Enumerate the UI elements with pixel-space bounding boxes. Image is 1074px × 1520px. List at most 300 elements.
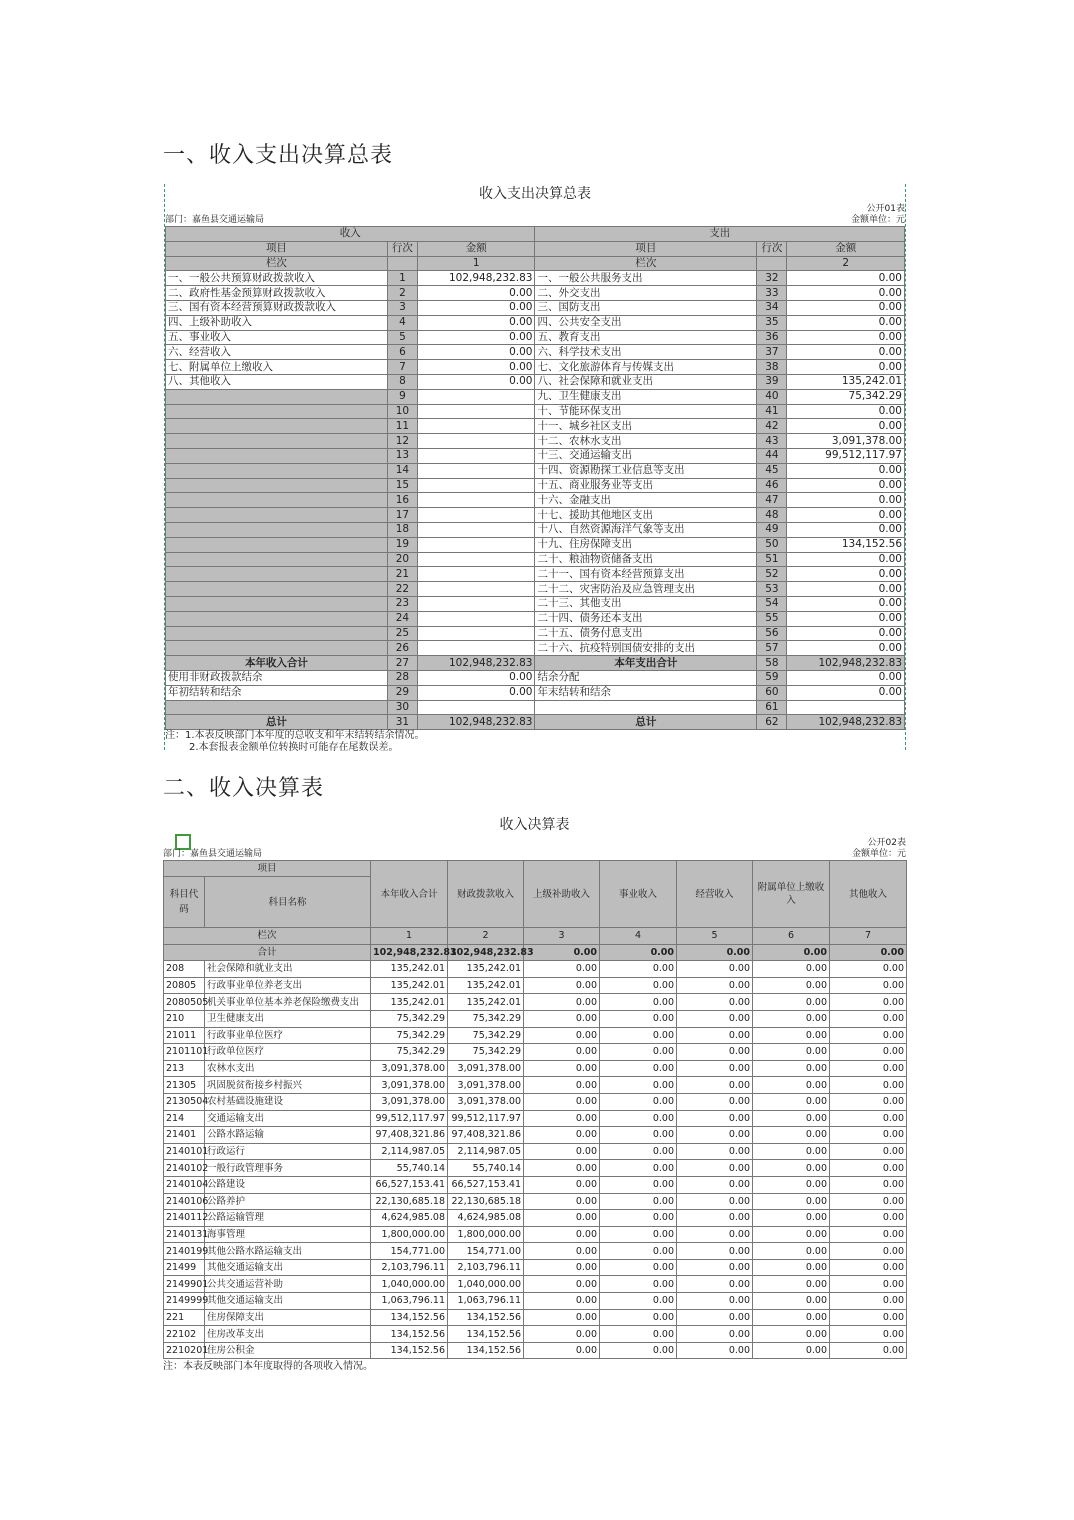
income-value: 75,342.29 xyxy=(371,1010,448,1027)
section2-heading: 二、收入决算表 xyxy=(163,776,325,801)
subject-name: 公路运输管理 xyxy=(205,1210,371,1227)
income-value: 154,771.00 xyxy=(371,1243,448,1260)
income-value: 0.00 xyxy=(524,1127,600,1144)
income-value: 0.00 xyxy=(830,977,907,994)
income-value: 0.00 xyxy=(524,1210,600,1227)
income-value: 135,242.01 xyxy=(448,977,524,994)
expense-row-no: 35 xyxy=(757,315,787,330)
income-value: 0.00 xyxy=(830,1044,907,1061)
subject-code: 208 xyxy=(164,961,205,978)
subject-name: 其他交通运输支出 xyxy=(205,1293,371,1310)
income-value: 0.00 xyxy=(753,1342,830,1359)
income-row xyxy=(164,1093,907,1110)
expense-amount: 0.00 xyxy=(787,271,905,286)
income-item: 八、其他收入 xyxy=(166,374,388,389)
income-value: 0.00 xyxy=(524,1259,600,1276)
expense-amount: 0.00 xyxy=(787,419,905,434)
income-item xyxy=(166,434,388,449)
col-row-header: 行次 xyxy=(757,241,787,256)
income-value: 0.00 xyxy=(677,1342,753,1359)
income-value: 135,242.01 xyxy=(448,961,524,978)
expense-row-no: 44 xyxy=(757,448,787,463)
subject-name: 行政事业单位养老支出 xyxy=(205,977,371,994)
income-item xyxy=(166,463,388,478)
income-value: 0.00 xyxy=(677,1193,753,1210)
expense-amount: 102,948,232.83 xyxy=(787,715,905,730)
summary-code: 公开01表 xyxy=(866,204,905,214)
subject-name: 农村基础设施建设 xyxy=(205,1093,371,1110)
total-value: 102,948,232.83 xyxy=(448,944,524,961)
lanci-6: 6 xyxy=(753,928,830,945)
income-item: 二、政府性基金预算财政拨款收入 xyxy=(166,286,388,301)
summary-row xyxy=(166,330,905,345)
income-value: 135,242.01 xyxy=(371,994,448,1011)
expense-amount: 102,948,232.83 xyxy=(787,656,905,671)
expense-amount: 0.00 xyxy=(787,286,905,301)
total-value: 0.00 xyxy=(830,944,907,961)
subject-code: 2140199 xyxy=(164,1243,205,1260)
income-value: 0.00 xyxy=(524,1276,600,1293)
income-value: 0.00 xyxy=(524,1342,600,1359)
income-value: 0.00 xyxy=(677,1127,753,1144)
income-value: 0.00 xyxy=(753,1110,830,1127)
summary-row xyxy=(166,493,905,508)
income-value: 55,740.14 xyxy=(371,1160,448,1177)
col-amount-header: 金额 xyxy=(787,241,905,256)
expense-item: 二十六、抗疫特别国债安排的支出 xyxy=(535,641,757,656)
subject-code: 2140101 xyxy=(164,1143,205,1160)
income-value: 0.00 xyxy=(753,1077,830,1094)
subject-code: 2080505 xyxy=(164,994,205,1011)
expense-row-no: 41 xyxy=(757,404,787,419)
summary-row xyxy=(166,389,905,404)
income-value: 0.00 xyxy=(830,1326,907,1343)
income-sheet xyxy=(163,814,906,1373)
summary-meta xyxy=(165,215,905,226)
subject-code: 21401 xyxy=(164,1127,205,1144)
income-value: 66,527,153.41 xyxy=(448,1176,524,1193)
income-code: 公开02表 xyxy=(867,838,906,848)
income-value: 0.00 xyxy=(600,1210,677,1227)
expense-row-no: 53 xyxy=(757,582,787,597)
income-amount xyxy=(417,700,534,715)
income-value: 0.00 xyxy=(753,1309,830,1326)
subject-code: 2210201 xyxy=(164,1342,205,1359)
expense-item: 二、外交支出 xyxy=(535,286,757,301)
total-value: 102,948,232.83 xyxy=(371,944,448,961)
income-row xyxy=(164,1143,907,1160)
income-row-no: 30 xyxy=(387,700,417,715)
summary-row xyxy=(166,685,905,700)
expense-amount: 135,242.01 xyxy=(787,374,905,389)
expense-amount: 0.00 xyxy=(787,522,905,537)
income-value: 0.00 xyxy=(677,1160,753,1177)
income-value: 4,624,985.08 xyxy=(371,1210,448,1227)
income-value: 0.00 xyxy=(830,1293,907,1310)
income-row-no: 26 xyxy=(387,641,417,656)
income-value: 0.00 xyxy=(524,961,600,978)
income-value: 0.00 xyxy=(677,994,753,1011)
summary-title: 收入支出决算总表 xyxy=(479,186,591,202)
income-value: 0.00 xyxy=(600,1077,677,1094)
summary-row xyxy=(166,374,905,389)
expense-item: 十三、交通运输支出 xyxy=(535,448,757,463)
summary-row xyxy=(166,448,905,463)
income-value: 2,103,796.11 xyxy=(371,1259,448,1276)
income-amount: 0.00 xyxy=(417,345,534,360)
income-row-no: 19 xyxy=(387,537,417,552)
income-row-no: 17 xyxy=(387,508,417,523)
income-value: 0.00 xyxy=(600,1127,677,1144)
expense-amount: 0.00 xyxy=(787,315,905,330)
total-value: 0.00 xyxy=(753,944,830,961)
income-item: 本年收入合计 xyxy=(166,656,388,671)
income-value: 0.00 xyxy=(753,1243,830,1260)
income-value: 4,624,985.08 xyxy=(448,1210,524,1227)
income-value: 0.00 xyxy=(677,961,753,978)
income-item xyxy=(166,641,388,656)
income-value: 0.00 xyxy=(600,1044,677,1061)
subject-name: 一般行政管理事务 xyxy=(205,1160,371,1177)
income-row-no: 27 xyxy=(387,656,417,671)
expense-row-no: 57 xyxy=(757,641,787,656)
summary-row xyxy=(166,700,905,715)
expense-item: 十、节能环保支出 xyxy=(535,404,757,419)
summary-row xyxy=(166,345,905,360)
income-amount xyxy=(417,419,534,434)
income-value: 0.00 xyxy=(753,977,830,994)
expense-row-no: 50 xyxy=(757,537,787,552)
income-item: 三、国有资本经营预算财政拨款收入 xyxy=(166,300,388,315)
income-value: 0.00 xyxy=(753,1027,830,1044)
expense-item: 七、文化旅游体育与传媒支出 xyxy=(535,360,757,375)
expense-row-no: 46 xyxy=(757,478,787,493)
expense-item: 十八、自然资源海洋气象等支出 xyxy=(535,522,757,537)
lanci-7: 7 xyxy=(830,928,907,945)
subject-name: 住房保障支出 xyxy=(205,1309,371,1326)
income-value: 0.00 xyxy=(830,1110,907,1127)
income-item: 六、经营收入 xyxy=(166,345,388,360)
income-value: 0.00 xyxy=(830,1143,907,1160)
income-value: 0.00 xyxy=(524,1027,600,1044)
income-row-no: 21 xyxy=(387,567,417,582)
summary-row xyxy=(166,522,905,537)
income-value: 0.00 xyxy=(753,1176,830,1193)
income-amount xyxy=(417,463,534,478)
income-value: 0.00 xyxy=(600,1259,677,1276)
income-value: 0.00 xyxy=(600,1342,677,1359)
expense-item: 一、一般公共服务支出 xyxy=(535,271,757,286)
subject-name: 农林水支出 xyxy=(205,1060,371,1077)
income-value: 3,091,378.00 xyxy=(448,1077,524,1094)
income-row xyxy=(164,1276,907,1293)
income-amount xyxy=(417,582,534,597)
income-row-no: 23 xyxy=(387,596,417,611)
income-value: 0.00 xyxy=(830,994,907,1011)
expense-item: 十六、金融支出 xyxy=(535,493,757,508)
income-amount xyxy=(417,493,534,508)
subject-name: 住房改革支出 xyxy=(205,1326,371,1343)
income-value: 0.00 xyxy=(524,1110,600,1127)
subject-name: 公共交通运营补助 xyxy=(205,1276,371,1293)
income-item: 使用非财政拨款结余 xyxy=(166,670,388,685)
summary-row xyxy=(166,537,905,552)
income-value: 0.00 xyxy=(677,1143,753,1160)
subject-name: 住房公积金 xyxy=(205,1342,371,1359)
income-value: 0.00 xyxy=(677,1276,753,1293)
col-header-2: 财政拨款收入 xyxy=(448,861,524,928)
col-item-header: 项目 xyxy=(535,241,757,256)
income-value: 134,152.56 xyxy=(371,1342,448,1359)
expense-row-no: 51 xyxy=(757,552,787,567)
expense-item: 本年支出合计 xyxy=(535,656,757,671)
expense-row-no: 32 xyxy=(757,271,787,286)
income-amount xyxy=(417,611,534,626)
income-value: 0.00 xyxy=(830,1160,907,1177)
col-row-header: 行次 xyxy=(387,241,417,256)
income-row-no: 14 xyxy=(387,463,417,478)
lanci-label: 栏次 xyxy=(166,256,388,271)
income-value: 99,512,117.97 xyxy=(371,1110,448,1127)
expense-row-no: 36 xyxy=(757,330,787,345)
income-item xyxy=(166,493,388,508)
income-amount xyxy=(417,641,534,656)
income-row xyxy=(164,1210,907,1227)
income-row-no: 28 xyxy=(387,670,417,685)
income-row-no: 6 xyxy=(387,345,417,360)
subject-code: 21011 xyxy=(164,1027,205,1044)
income-row-no: 24 xyxy=(387,611,417,626)
income-value: 0.00 xyxy=(830,1309,907,1326)
income-row xyxy=(164,1309,907,1326)
income-row xyxy=(164,1342,907,1359)
income-value: 0.00 xyxy=(830,1010,907,1027)
expense-row-no: 37 xyxy=(757,345,787,360)
income-row xyxy=(164,977,907,994)
expense-amount: 3,091,378.00 xyxy=(787,434,905,449)
income-row xyxy=(164,1259,907,1276)
income-amount: 0.00 xyxy=(417,330,534,345)
income-value: 0.00 xyxy=(677,1210,753,1227)
income-item xyxy=(166,700,388,715)
expense-amount: 0.00 xyxy=(787,404,905,419)
summary-row xyxy=(166,286,905,301)
income-value: 134,152.56 xyxy=(448,1309,524,1326)
income-value: 0.00 xyxy=(677,1093,753,1110)
income-value: 0.00 xyxy=(524,1243,600,1260)
summary-row xyxy=(166,300,905,315)
income-value: 0.00 xyxy=(753,994,830,1011)
income-row-no: 3 xyxy=(387,300,417,315)
subject-name: 其他公路水路运输支出 xyxy=(205,1243,371,1260)
income-value: 0.00 xyxy=(830,1093,907,1110)
income-row-no: 4 xyxy=(387,315,417,330)
income-row xyxy=(164,994,907,1011)
expense-amount: 0.00 xyxy=(787,345,905,360)
income-value: 0.00 xyxy=(830,1276,907,1293)
income-value: 55,740.14 xyxy=(448,1160,524,1177)
summary-row xyxy=(166,478,905,493)
subject-name: 行政事业单位医疗 xyxy=(205,1027,371,1044)
income-value: 1,800,000.00 xyxy=(448,1226,524,1243)
income-value: 0.00 xyxy=(600,1010,677,1027)
expense-row-no: 54 xyxy=(757,596,787,611)
subject-code: 2149901 xyxy=(164,1276,205,1293)
summary-note-2: 2.本套报表金额单位转换时可能存在尾数误差。 xyxy=(189,742,399,754)
income-value: 0.00 xyxy=(753,1044,830,1061)
expense-row-no: 58 xyxy=(757,656,787,671)
expense-item: 二十四、债务还本支出 xyxy=(535,611,757,626)
income-value: 0.00 xyxy=(830,1193,907,1210)
subject-code: 21499 xyxy=(164,1259,205,1276)
expense-amount: 0.00 xyxy=(787,478,905,493)
income-value: 0.00 xyxy=(830,1127,907,1144)
income-header: 收入 xyxy=(166,227,535,242)
income-amount xyxy=(417,389,534,404)
expense-row-no: 33 xyxy=(757,286,787,301)
income-row xyxy=(164,1293,907,1310)
income-amount xyxy=(417,478,534,493)
subject-name: 行政单位医疗 xyxy=(205,1044,371,1061)
income-amount: 102,948,232.83 xyxy=(417,656,534,671)
expense-item: 十二、农林水支出 xyxy=(535,434,757,449)
expense-item: 十七、援助其他地区支出 xyxy=(535,508,757,523)
income-row xyxy=(164,1127,907,1144)
income-value: 134,152.56 xyxy=(371,1309,448,1326)
col-amount-header: 金额 xyxy=(417,241,534,256)
income-row-no: 2 xyxy=(387,286,417,301)
income-value: 75,342.29 xyxy=(448,1044,524,1061)
income-amount: 0.00 xyxy=(417,315,534,330)
income-note: 注：本表反映部门本年度取得的各项收入情况。 xyxy=(163,1361,373,1373)
income-row-no: 16 xyxy=(387,493,417,508)
subject-name: 其他交通运输支出 xyxy=(205,1259,371,1276)
income-value: 0.00 xyxy=(600,1293,677,1310)
income-row-no: 11 xyxy=(387,419,417,434)
income-value: 3,091,378.00 xyxy=(448,1093,524,1110)
subject-name: 公路养护 xyxy=(205,1193,371,1210)
expense-item: 五、教育支出 xyxy=(535,330,757,345)
expense-row-no: 61 xyxy=(757,700,787,715)
income-value: 0.00 xyxy=(753,961,830,978)
income-value: 0.00 xyxy=(600,1226,677,1243)
subject-code: 221 xyxy=(164,1309,205,1326)
expense-item: 二十三、其他支出 xyxy=(535,596,757,611)
expense-item: 八、社会保障和就业支出 xyxy=(535,374,757,389)
income-value: 134,152.56 xyxy=(371,1326,448,1343)
income-value: 75,342.29 xyxy=(448,1010,524,1027)
expense-row-no: 55 xyxy=(757,611,787,626)
income-value: 0.00 xyxy=(830,1259,907,1276)
income-value: 0.00 xyxy=(600,1110,677,1127)
income-value: 0.00 xyxy=(524,1193,600,1210)
subject-name: 公路建设 xyxy=(205,1176,371,1193)
subject-code: 214 xyxy=(164,1110,205,1127)
section1-heading: 一、收入支出决算总表 xyxy=(163,143,394,168)
summary-table xyxy=(165,226,905,730)
expense-amount: 0.00 xyxy=(787,300,905,315)
summary-sheet xyxy=(164,184,906,754)
income-amount xyxy=(417,508,534,523)
expense-item: 二十二、灾害防治及应急管理支出 xyxy=(535,582,757,597)
income-item: 总计 xyxy=(166,715,388,730)
income-row xyxy=(164,1326,907,1343)
income-item xyxy=(166,389,388,404)
expense-amount: 0.00 xyxy=(787,641,905,656)
income-value: 0.00 xyxy=(524,1160,600,1177)
income-value: 97,408,321.86 xyxy=(371,1127,448,1144)
income-amount xyxy=(417,404,534,419)
income-item xyxy=(166,419,388,434)
summary-row xyxy=(166,404,905,419)
summary-row xyxy=(166,596,905,611)
income-amount xyxy=(417,552,534,567)
income-value: 0.00 xyxy=(524,1309,600,1326)
summary-row xyxy=(166,715,905,730)
code-header: 科目代码 xyxy=(164,877,205,928)
income-value: 0.00 xyxy=(830,1176,907,1193)
income-amount xyxy=(417,434,534,449)
income-value: 0.00 xyxy=(753,1143,830,1160)
income-value: 0.00 xyxy=(600,1093,677,1110)
income-value: 0.00 xyxy=(524,1326,600,1343)
expense-amount: 0.00 xyxy=(787,582,905,597)
income-value: 0.00 xyxy=(753,1193,830,1210)
summary-row xyxy=(166,463,905,478)
income-value: 0.00 xyxy=(677,1293,753,1310)
income-value: 0.00 xyxy=(600,961,677,978)
income-value: 0.00 xyxy=(830,1077,907,1094)
income-value: 97,408,321.86 xyxy=(448,1127,524,1144)
income-value: 0.00 xyxy=(677,1226,753,1243)
income-amount: 102,948,232.83 xyxy=(417,271,534,286)
income-amount: 0.00 xyxy=(417,374,534,389)
lanci-5: 5 xyxy=(677,928,753,945)
income-value: 0.00 xyxy=(600,1176,677,1193)
income-row-no: 31 xyxy=(387,715,417,730)
name-header: 科目名称 xyxy=(205,877,371,928)
income-row xyxy=(164,1243,907,1260)
income-row xyxy=(164,961,907,978)
expense-item: 二十、粮油物资储备支出 xyxy=(535,552,757,567)
income-value: 0.00 xyxy=(600,994,677,1011)
income-value: 0.00 xyxy=(524,1293,600,1310)
total-value: 0.00 xyxy=(677,944,753,961)
income-value: 0.00 xyxy=(830,1060,907,1077)
expense-row-no: 38 xyxy=(757,360,787,375)
expense-item: 十五、商业服务业等支出 xyxy=(535,478,757,493)
summary-row xyxy=(166,271,905,286)
summary-row xyxy=(166,611,905,626)
expense-amount: 0.00 xyxy=(787,626,905,641)
income-value: 0.00 xyxy=(600,1243,677,1260)
income-value: 0.00 xyxy=(600,1326,677,1343)
income-value: 0.00 xyxy=(524,1010,600,1027)
income-value: 0.00 xyxy=(753,1160,830,1177)
expense-amount: 0.00 xyxy=(787,685,905,700)
income-item xyxy=(166,448,388,463)
income-value: 3,091,378.00 xyxy=(371,1060,448,1077)
income-value: 0.00 xyxy=(677,1309,753,1326)
expense-amount: 0.00 xyxy=(787,552,905,567)
subject-code: 2101101 xyxy=(164,1044,205,1061)
income-value: 0.00 xyxy=(753,1326,830,1343)
income-row xyxy=(164,1077,907,1094)
income-row-no: 10 xyxy=(387,404,417,419)
income-item xyxy=(166,508,388,523)
income-row-no: 8 xyxy=(387,374,417,389)
expense-amount: 0.00 xyxy=(787,330,905,345)
